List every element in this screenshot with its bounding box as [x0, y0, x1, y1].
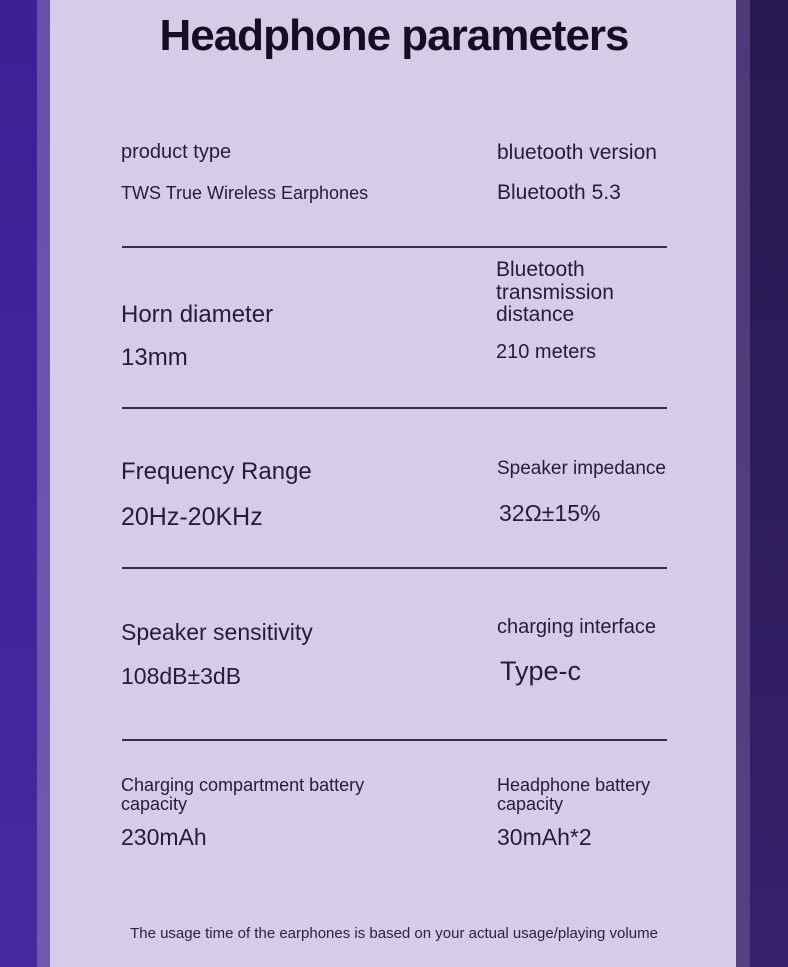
page-title: Headphone parameters [159, 11, 629, 60]
right-edge-inner-band [736, 0, 750, 967]
spec-label-frequency-range: Frequency Range [121, 458, 312, 485]
footer-note: The usage time of the earphones is based on your actual usage/playing volume [130, 925, 658, 942]
spec-value-product-type: TWS True Wireless Earphones [121, 183, 369, 203]
left-edge-band [0, 0, 37, 967]
spec-value-case-battery-capacity: 230mAh [121, 824, 207, 850]
spec-value-speaker-impedance: 32Ω±15% [499, 500, 601, 526]
spec-label-product-type: product type [121, 141, 232, 163]
row-divider [122, 407, 667, 409]
row-divider [122, 567, 667, 569]
right-edge-band [750, 0, 788, 967]
spec-value-horn-diameter: 13mm [121, 344, 188, 371]
spec-label-speaker-impedance: Speaker impedance [497, 458, 666, 479]
spec-value-transmission-distance: 210 meters [496, 341, 597, 363]
row-divider [122, 246, 667, 248]
row-divider [122, 739, 667, 741]
left-edge-inner-band [37, 0, 50, 967]
spec-label-speaker-sensitivity: Speaker sensitivity [121, 619, 313, 645]
spec-label-case-battery-capacity: Charging compartment battery capacity [121, 775, 365, 815]
spec-value-speaker-sensitivity: 108dB±3dB [121, 663, 242, 689]
spec-label-headphone-battery-capacity: Headphone battery capacity [497, 775, 651, 815]
spec-label-transmission-distance: Bluetooth transmission distance [496, 258, 614, 327]
spec-value-frequency-range: 20Hz-20KHz [121, 503, 263, 531]
spec-value-bluetooth-version: Bluetooth 5.3 [497, 181, 621, 204]
spec-label-horn-diameter: Horn diameter [121, 301, 274, 328]
spec-label-bluetooth-version: bluetooth version [497, 141, 657, 164]
spec-label-charging-interface: charging interface [497, 616, 656, 638]
spec-value-headphone-battery-capacity: 30mAh*2 [497, 824, 592, 850]
spec-value-charging-interface: Type-c [500, 656, 582, 686]
